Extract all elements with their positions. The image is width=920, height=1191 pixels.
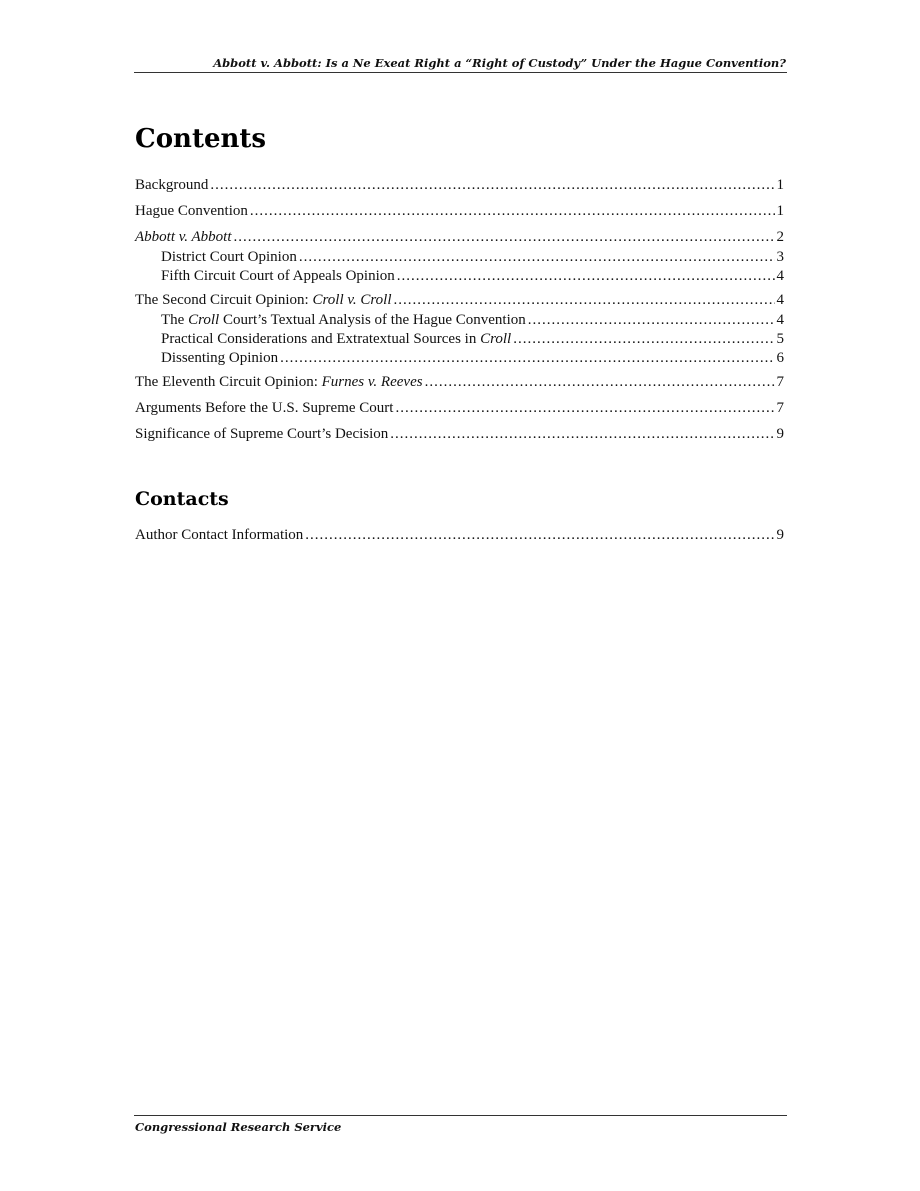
dot-leader — [234, 228, 775, 247]
toc-page-number: 4 — [776, 312, 784, 328]
toc-entry-title-part: Hague Convention — [135, 203, 248, 219]
toc-entry[interactable] — [135, 267, 784, 286]
toc-page-number: 4 — [776, 292, 784, 308]
toc-entry-title — [161, 311, 526, 330]
toc-entry-title — [135, 291, 392, 310]
toc-entry-title — [135, 202, 248, 221]
toc-page-number: 4 — [776, 268, 784, 284]
toc-entry-title — [161, 248, 297, 267]
dot-leader — [250, 202, 775, 221]
dot-leader — [305, 526, 774, 545]
toc-entry[interactable] — [135, 176, 784, 195]
toc-entry-title — [161, 330, 511, 349]
toc-entry-title-part: Fifth Circuit Court of Appeals Opinion — [161, 268, 395, 284]
dot-leader — [395, 399, 774, 418]
dot-leader — [425, 373, 775, 392]
toc-entry-title — [135, 425, 388, 444]
toc-entry-title-part: Croll v. Croll — [312, 292, 392, 308]
toc-entry-title — [135, 373, 423, 392]
toc-entry-title-part: The Second Circuit Opinion: — [135, 292, 313, 308]
toc-entry-title-part: Author Contact Information — [135, 527, 304, 543]
toc-entry-title-part: District Court Opinion — [161, 249, 297, 265]
toc-entry-title-part: Croll — [188, 312, 220, 328]
toc-entry[interactable] — [135, 248, 784, 267]
toc-page-number: 9 — [776, 527, 784, 543]
toc-page-number: 1 — [776, 203, 784, 219]
toc-entry-title-part: Significance of Supreme Court’s Decision — [135, 426, 389, 442]
toc-page-number: 7 — [776, 374, 784, 390]
footer-rule — [134, 1115, 787, 1116]
toc-entry[interactable] — [135, 311, 784, 330]
toc-entry[interactable] — [135, 349, 784, 368]
toc-entry[interactable] — [135, 330, 784, 349]
toc-entry-title-part: Practical Considerations and Extratextual Sources in — [161, 331, 481, 347]
toc-entry-title — [135, 176, 208, 195]
toc-entry-title-part: Background — [135, 177, 209, 193]
dot-leader — [299, 248, 775, 267]
toc-page-number: 1 — [776, 177, 784, 193]
contents-list — [135, 176, 784, 451]
toc-entry[interactable] — [135, 399, 784, 418]
toc-entry-title-part: Arguments Before the U.S. Supreme Court — [135, 400, 394, 416]
dot-leader — [513, 330, 774, 349]
running-footer: Congressional Research Service — [135, 1120, 342, 1134]
toc-entry-title — [135, 526, 303, 545]
toc-page-number: 2 — [776, 229, 784, 245]
toc-entry-title — [161, 349, 278, 368]
toc-entry-title-part: Abbott v. Abbott — [135, 229, 232, 245]
dot-leader — [280, 349, 774, 368]
toc-entry-title-part: Furnes v. Reeves — [321, 374, 423, 390]
contacts-list — [135, 526, 784, 552]
toc-entry[interactable] — [135, 526, 784, 545]
header-rule — [134, 72, 787, 73]
toc-page-number: 3 — [776, 249, 784, 265]
dot-leader — [390, 425, 774, 444]
toc-entry[interactable] — [135, 291, 784, 310]
toc-entry[interactable] — [135, 373, 784, 392]
toc-entry-title-part: Dissenting Opinion — [161, 350, 279, 366]
toc-entry-title — [135, 228, 232, 247]
toc-entry-title-part: The Eleventh Circuit Opinion: — [135, 374, 322, 390]
toc-entry[interactable] — [135, 202, 784, 221]
toc-page-number: 6 — [776, 350, 784, 366]
dot-leader — [397, 267, 775, 286]
contents-heading: Contents — [135, 124, 267, 154]
running-header: Abbott v. Abbott: Is a Ne Exeat Right a “Right of Custody” Under the Hague Convention? — [213, 56, 786, 70]
toc-entry-title — [135, 399, 393, 418]
toc-page-number: 9 — [776, 426, 784, 442]
toc-entry[interactable] — [135, 425, 784, 444]
toc-entry[interactable] — [135, 228, 784, 247]
toc-entry-title — [161, 267, 395, 286]
dot-leader — [394, 291, 775, 310]
toc-page-number: 7 — [776, 400, 784, 416]
toc-entry-title-part: Court’s Textual Analysis of the Hague Convention — [219, 312, 526, 328]
toc-entry-title-part: Croll — [480, 331, 512, 347]
contacts-heading: Contacts — [135, 488, 229, 510]
toc-entry-title-part: The — [161, 312, 189, 328]
dot-leader — [210, 176, 774, 195]
dot-leader — [528, 311, 775, 330]
toc-page-number: 5 — [776, 331, 784, 347]
